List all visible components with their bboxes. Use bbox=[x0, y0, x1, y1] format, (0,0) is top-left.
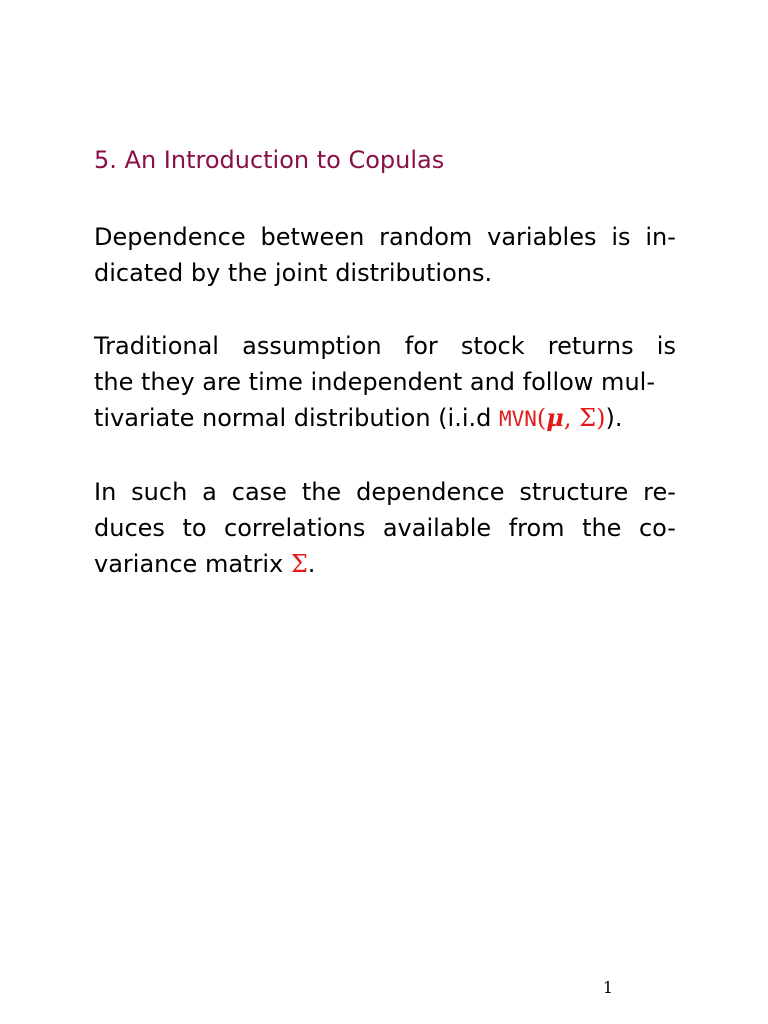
word: duces bbox=[94, 514, 165, 542]
line-text: tivariate normal distribution (i.i.d bbox=[94, 404, 499, 432]
word: the bbox=[582, 514, 622, 542]
sigma-symbol: Σ bbox=[290, 550, 308, 578]
mu-symbol: μ bbox=[546, 403, 564, 432]
word: returns bbox=[547, 332, 634, 360]
word: co- bbox=[638, 514, 676, 542]
word: a bbox=[202, 478, 217, 506]
line-text: variance matrix bbox=[94, 550, 291, 578]
formula-comma: , bbox=[563, 404, 580, 432]
word: available bbox=[382, 514, 492, 542]
word: to bbox=[182, 514, 207, 542]
word: assumption bbox=[242, 332, 382, 360]
word: such bbox=[131, 478, 188, 506]
word: Dependence bbox=[94, 223, 246, 251]
paragraph-line bbox=[94, 328, 676, 364]
word: from bbox=[508, 514, 565, 542]
paragraph-line bbox=[94, 474, 676, 510]
word: Traditional bbox=[94, 332, 219, 360]
sigma-symbol: Σ bbox=[579, 404, 597, 432]
mvn-formula bbox=[499, 404, 606, 432]
word: between bbox=[260, 223, 365, 251]
paragraph-line bbox=[94, 510, 676, 546]
page-number: 1 bbox=[602, 978, 614, 997]
paragraph-dependence bbox=[94, 219, 676, 291]
word: In bbox=[94, 478, 117, 506]
paragraph-line: dicated by the joint distributions. bbox=[94, 259, 493, 287]
word: correlations bbox=[224, 514, 366, 542]
section-heading: 5. An Introduction to Copulas bbox=[94, 146, 445, 174]
word: is bbox=[611, 223, 631, 251]
word: stock bbox=[460, 332, 525, 360]
word: structure bbox=[519, 478, 629, 506]
paragraph-line bbox=[94, 546, 676, 582]
word: the bbox=[301, 478, 342, 506]
mvn-code: MVN bbox=[498, 407, 537, 431]
paragraph-line: the they are time independent and follow mul- bbox=[94, 368, 655, 396]
word: re- bbox=[643, 478, 676, 506]
word: dependence bbox=[356, 478, 505, 506]
word: for bbox=[404, 332, 438, 360]
word: random bbox=[379, 223, 473, 251]
line-text: ). bbox=[605, 404, 623, 432]
formula-paren: ( bbox=[536, 404, 547, 432]
word: case bbox=[231, 478, 287, 506]
formula-paren: ) bbox=[596, 404, 606, 432]
word: variables bbox=[487, 223, 597, 251]
word: is bbox=[656, 332, 676, 360]
line-text: . bbox=[307, 550, 316, 578]
paragraph-line bbox=[94, 219, 676, 255]
paragraph-line bbox=[94, 400, 676, 436]
paragraph-correlation bbox=[94, 474, 676, 582]
paragraph-assumption bbox=[94, 328, 676, 436]
word: in- bbox=[645, 223, 676, 251]
